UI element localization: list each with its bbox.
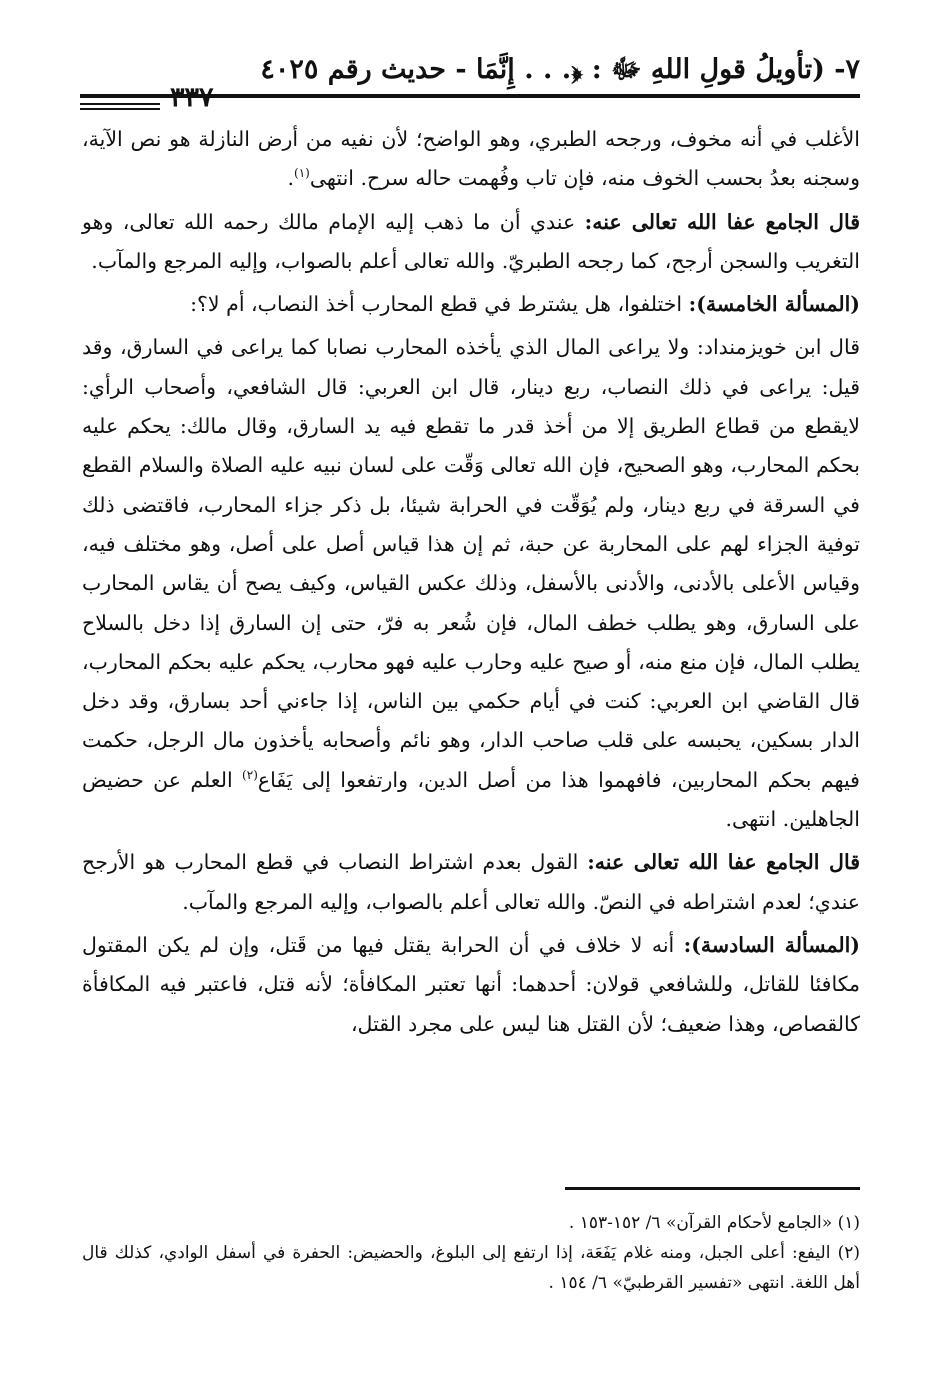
- footnote: (١) «الجامع لأحكام القرآن» ٦/ ١٥٢-١٥٣ .: [568, 1213, 860, 1233]
- section-heading: (المسألة السادسة):: [683, 932, 860, 957]
- header-rule: [80, 94, 860, 98]
- running-header: [80, 52, 860, 92]
- paragraph-tail: العلم عن حضيض الجاهلين. انتهى.: [82, 767, 860, 832]
- page-number-rule-bottom: [80, 108, 160, 110]
- paragraph-lead: قال الجامع عفا الله تعالى عنه:: [584, 209, 860, 234]
- paragraph-text: اختلفوا، هل يشترط في قطع المحارب أخذ النصاب، أم لا؟:: [190, 292, 689, 317]
- body-text: [82, 120, 860, 1044]
- paragraph-lead: قال الجامع عفا الله تعالى عنه:: [587, 850, 860, 875]
- paragraph-text: الأغلب في أنه مخوف، ورجحه الطبري، وهو الواضح؛ لأن نفيه من أرض النازلة هو نص الآية، وسجنه بعدُ بحسب الخوف منه، فإن تاب وفُهمت حاله سرح. انتهى: [82, 127, 860, 191]
- paragraph-text: أنه لا خلاف في أن الحرابة يقتل فيها من قَتل، وإن لم يكن المقتول مكافئا للقاتل، وللشافعي قولان: أحدهما: أنها تعتبر المكافأة؛ لأنه قتل، فاعتبر فيه المكافأة كالقصاص، وهذا ضعيف؛ لأن القتل هنا ليس على مجرد القتل،: [82, 932, 860, 1036]
- paragraph: [82, 926, 860, 1044]
- footnote-marker: (١): [294, 166, 310, 181]
- footnote: (٢) اليفع: أعلى الجبل، ومنه غلام يَفَعَة، إذا ارتفع إلى البلوغ، والحضيض: الحفرة في أسفل الوادي، كذلك قال أهل اللغة. انتهى «تفسير القرطبيّ» ٦/ ١٥٤ .: [82, 1243, 860, 1293]
- paragraph-text: عندي أن ما ذهب إليه الإمام مالك رحمه الله تعالى، وهو التغريب والسجن أرجح، كما رجحه الطبريّ. والله تعالى أعلم بالصواب، وإليه المرجع والمآب.: [82, 209, 860, 273]
- header-title: ٧- (تأويلُ قولِ اللهِ ﷻ : ﴿. . . إِنَّمَا - حديث رقم ٤٠٢٥: [260, 54, 860, 85]
- footnote-marker: (٢): [242, 767, 258, 782]
- paragraph: [82, 120, 860, 199]
- paragraph: [82, 203, 860, 282]
- paragraph: [82, 843, 860, 922]
- section-heading: (المسألة الخامسة):: [688, 292, 860, 317]
- page-number-rule-top: [80, 103, 160, 105]
- footnote-separator: [565, 1187, 860, 1190]
- paragraph-tail: .: [287, 166, 295, 191]
- footnotes: [82, 1208, 860, 1298]
- paragraph: [82, 285, 860, 324]
- paragraph-text: قال ابن خويزمنداد: ولا يراعى المال الذي يأخذه المحارب نصابا كما يراعى في السارق، وقد قيل: يراعى في ذلك النصاب، ربع دينار، قال ابن العربي: قال الشافعي، وأصحاب الرأي: لايقطع من قطاع الطريق إلا من أخذ قدر ما تقطع فيه يد السارق، وقال مالك: يحكم عليه بحكم المحارب، وهو الصحيح، فإن الله تعالى وَقّت على لسان نبيه عليه الصلاة والسلام القطع في السرقة في ربع دينار، ولم يُوَقّت في الحرابة شيئا، بل ذكر جزاء المحارب، فاقتضى ذلك توفية الجزاء لهم على المحاربة عن حبة، ثم إن هذا قياس أصل على أصل، وهو مختلف فيه، وقياس الأعلى بالأدنى، والأدنى بالأسفل، وذلك عكس القياس، وكيف يصح أن يقاس المحارب على السارق، وهو يطلب خطف المال، فإن شُعر به فرّ، حتى إن السارق إذا دخل بالسلاح يطلب المال، فإن منع منه، أو صيح عليه وحارب عليه فهو محارب، يحكم عليه بحكم المحارب، قال القاضي ابن العربي: كنت في أيام حكمي بين الناس، إذا جاءني أحد بسارق، وقد دخل الدار بسكين، يحبسه على قلب صاحب الدار، وهو نائم وأصحابه يأخذون مال الرجل، حكمت فيهم بحكم المحاربين، فافهموا هذا من أصل الدين، وارتفعوا إلى يَفَاع: [82, 335, 860, 792]
- paragraph: [82, 328, 860, 839]
- paragraph-text: القول بعدم اشتراط النصاب في قطع المحارب هو الأرجح عندي؛ لعدم اشتراطه في النصّ. والله تعالى أعلم بالصواب، وإليه المرجع والمآب.: [82, 850, 860, 914]
